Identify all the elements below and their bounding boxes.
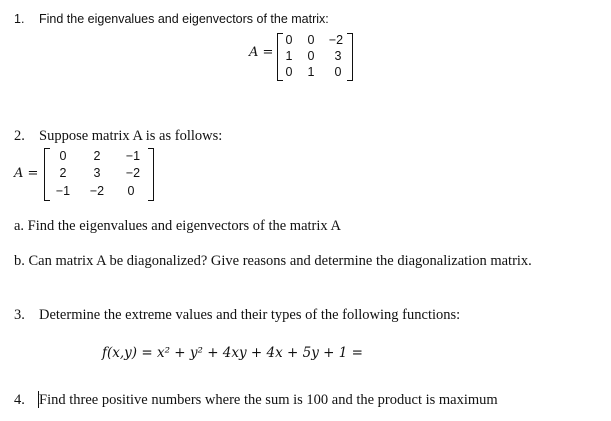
- q2-number: 2.: [14, 128, 25, 144]
- q3-text: Determine the extreme values and their types of the following functions:: [39, 307, 461, 323]
- q1-cell-r1c3: −2: [328, 33, 344, 47]
- q2-part-a: a. Find the eigenvalues and eigenvectors of the matrix A: [14, 218, 341, 234]
- q2-part-b: b. Can matrix A be diagonalized? Give reasons and determine the diagonalization matrix.: [14, 253, 532, 269]
- q1-matrix: [277, 33, 353, 81]
- q2-matrix: [44, 148, 154, 201]
- q1-matrix-lhs: A =: [249, 45, 274, 60]
- q2-bracket-right: [148, 148, 154, 201]
- q2-cell-r1c3: −1: [125, 149, 141, 163]
- q2-cell-r3c3: 0: [127, 184, 135, 198]
- q2-cell-r1c2: 2: [93, 149, 101, 163]
- q1-cell-r2c1: 1: [285, 49, 293, 63]
- q1-number: 1.: [14, 12, 25, 26]
- q2-cell-r3c1: −1: [55, 184, 71, 198]
- q1-cell-r2c3: 3: [334, 49, 342, 63]
- q1-cell-r3c1: 0: [285, 65, 293, 79]
- q2-matrix-lhs: A =: [14, 166, 39, 181]
- q3-formula: f(x,y) = x² + y² + 4xy + 4x + 5y + 1 =: [102, 345, 363, 361]
- q1-cell-r3c3: 0: [334, 65, 342, 79]
- q2-cell-r2c1: 2: [59, 166, 67, 180]
- q2-cell-r2c2: 3: [93, 166, 101, 180]
- q2-text: Suppose matrix A is as follows:: [39, 128, 223, 144]
- q2-cell-r2c3: −2: [125, 166, 141, 180]
- q4-text: Find three positive numbers where the sum is 100 and the product is maximum: [39, 392, 498, 408]
- q1-cell-r1c2: 0: [307, 33, 315, 47]
- q4-number: 4.: [14, 392, 25, 408]
- q1-cell-r1c1: 0: [285, 33, 293, 47]
- q1-text: Find the eigenvalues and eigenvectors of the matrix:: [39, 12, 329, 26]
- q2-cell-r1c1: 0: [59, 149, 67, 163]
- q2-cell-r3c2: −2: [89, 184, 105, 198]
- q3-number: 3.: [14, 307, 25, 323]
- q1-cell-r2c2: 0: [307, 49, 315, 63]
- q1-cell-r3c2: 1: [307, 65, 315, 79]
